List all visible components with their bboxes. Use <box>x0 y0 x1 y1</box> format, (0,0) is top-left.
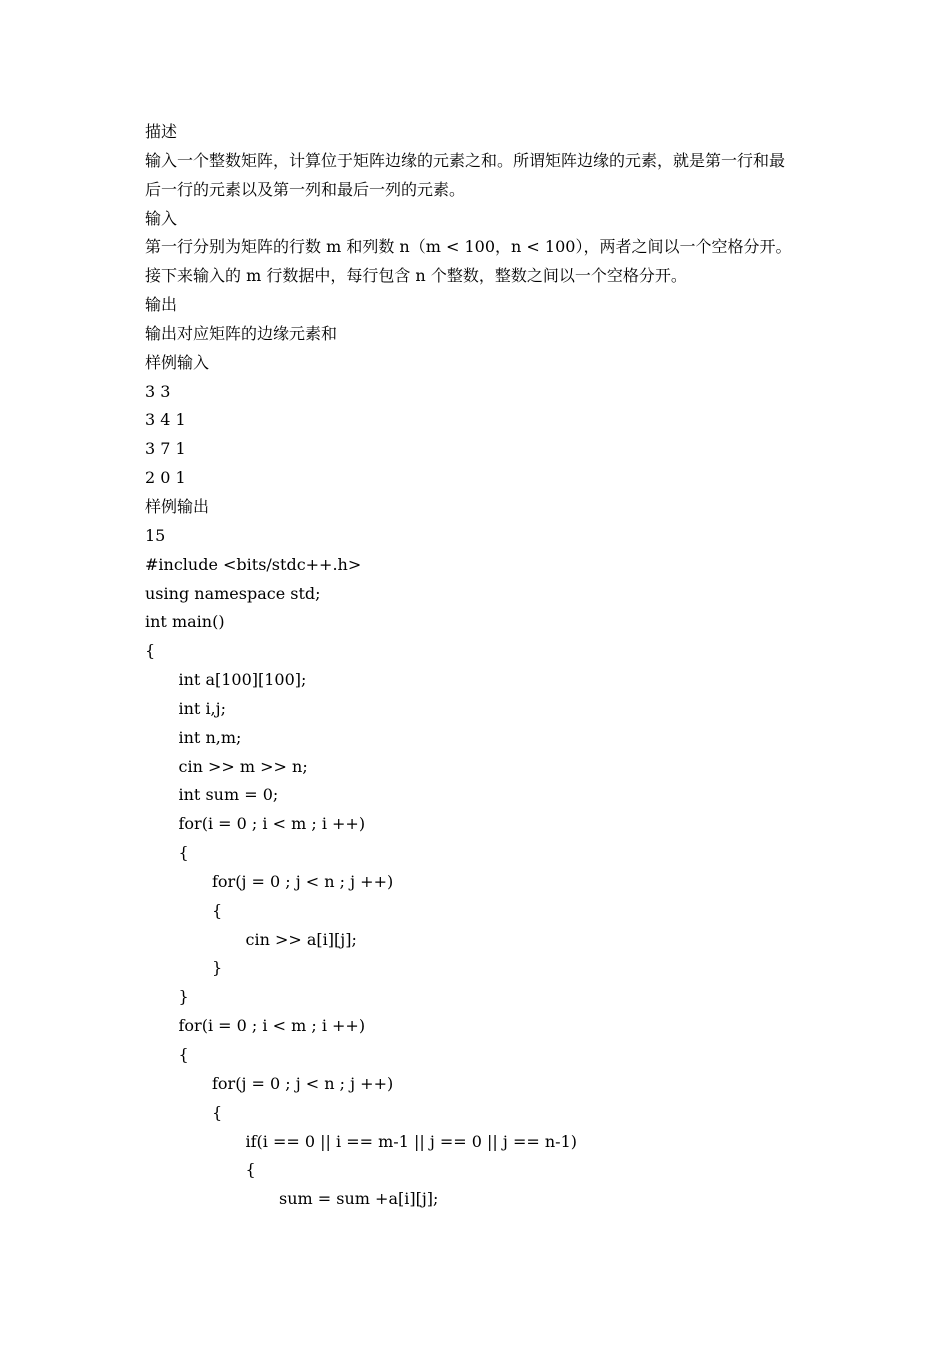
sample-input-line: 3 3 <box>145 381 171 401</box>
code-line: { <box>245 1160 256 1180</box>
sample-input-line: 3 7 1 <box>145 439 186 459</box>
code-line: { <box>178 843 189 863</box>
code-line: for(i = 0 ; i < m ; i ++) <box>178 1016 366 1036</box>
code-line: } <box>178 987 189 1007</box>
sample-input-line: 2 0 1 <box>145 468 186 488</box>
code-line: int sum = 0; <box>178 785 279 805</box>
code-line: { <box>178 1045 189 1064</box>
input-text-line-1: 第一行分别为矩阵的行数 m 和列数 n（m < 100，n < 100），两者之间以一个空格分开。 <box>145 237 792 257</box>
code-line: sum = sum +a[i][j]; <box>279 1189 439 1209</box>
code-line: { <box>212 900 223 920</box>
input-text-line-2: 接下来输入的 m 行数据中，每行包含 n 个整数，整数之间以一个空格分开。 <box>145 266 687 286</box>
code-line: int a[100][100]; <box>178 670 307 690</box>
code-line: { <box>212 1102 223 1122</box>
code-line: int i,j; <box>178 698 226 718</box>
code-line: int main() <box>145 612 225 632</box>
code-line: using namespace std; <box>145 583 321 603</box>
description-heading: 描述 <box>145 122 178 141</box>
sample-input-line: 3 4 1 <box>145 410 186 430</box>
code-line: int n,m; <box>178 727 242 747</box>
output-heading: 输出 <box>145 295 178 315</box>
code-line: { <box>145 641 156 661</box>
code-line: if(i == 0 || i == m-1 || j == 0 || j == n-1) <box>245 1131 577 1151</box>
sample-input-heading: 样例输入 <box>145 352 210 372</box>
sample-output-value: 15 <box>145 525 166 545</box>
code-line: cin >> a[i][j]; <box>245 929 357 949</box>
code-line: for(j = 0 ; j < n ; j ++) <box>212 1073 394 1093</box>
code-line: #include <bits/stdc++.h> <box>145 554 362 574</box>
sample-output-heading: 样例输出 <box>145 496 210 516</box>
code-line: } <box>212 958 223 978</box>
code-line: for(i = 0 ; i < m ; i ++) <box>178 814 366 834</box>
input-heading: 输入 <box>145 208 178 228</box>
code-line: for(j = 0 ; j < n ; j ++) <box>212 871 394 891</box>
document-page <box>145 118 825 1214</box>
code-line: cin >> m >> n; <box>178 756 308 776</box>
output-text-line-1: 输出对应矩阵的边缘元素和 <box>145 323 338 343</box>
description-text-line-1: 输入一个整数矩阵，计算位于矩阵边缘的元素之和。所谓矩阵边缘的元素，就是第一行和最 <box>145 150 786 170</box>
description-text-line-2: 后一行的元素以及第一列和最后一列的元素。 <box>145 179 466 199</box>
